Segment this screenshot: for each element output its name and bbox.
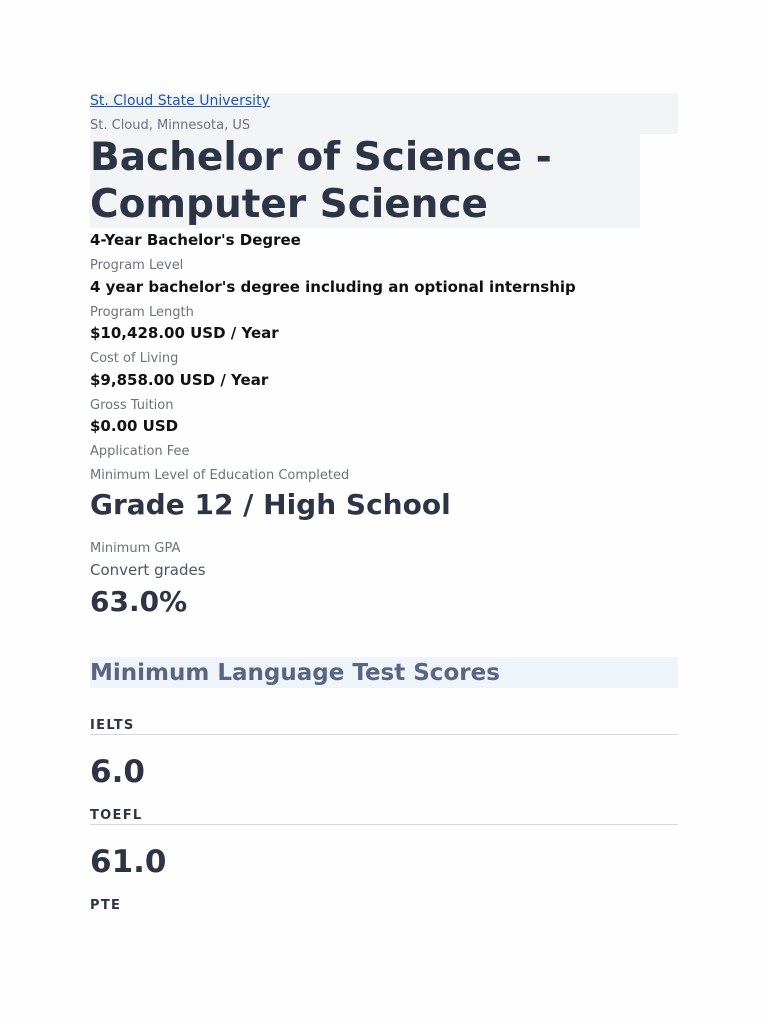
program-level-value: 4-Year Bachelor's Degree (90, 231, 301, 249)
convert-grades-link[interactable]: Convert grades (90, 561, 206, 579)
cost-of-living-label: Cost of Living (90, 351, 179, 366)
program-level-label: Program Level (90, 258, 184, 273)
program-length-label: Program Length (90, 305, 194, 320)
university-link[interactable]: St. Cloud State University (90, 93, 270, 109)
cost-of-living-value: $10,428.00 USD / Year (90, 324, 279, 342)
ielts-divider (90, 734, 678, 735)
toefl-divider (90, 824, 678, 825)
university-location: St. Cloud, Minnesota, US (90, 118, 251, 133)
program-length-value: 4 year bachelor's degree including an optional internship (90, 278, 576, 296)
application-fee-value: $0.00 USD (90, 417, 179, 435)
program-title: Bachelor of Science - Computer Science (90, 135, 552, 227)
toefl-score: 61.0 (90, 844, 167, 880)
min-education-value: Grade 12 / High School (90, 488, 451, 521)
application-fee-label: Application Fee (90, 444, 190, 459)
min-gpa-value: 63.0% (90, 585, 188, 618)
pte-label: PTE (90, 898, 122, 913)
min-education-label: Minimum Level of Education Completed (90, 468, 350, 483)
gross-tuition-label: Gross Tuition (90, 398, 174, 413)
min-gpa-label: Minimum GPA (90, 541, 181, 556)
gross-tuition-value: $9,858.00 USD / Year (90, 371, 269, 389)
ielts-score: 6.0 (90, 754, 145, 790)
language-section-title: Minimum Language Test Scores (90, 660, 500, 686)
toefl-label: TOEFL (90, 808, 143, 823)
ielts-label: IELTS (90, 718, 135, 733)
